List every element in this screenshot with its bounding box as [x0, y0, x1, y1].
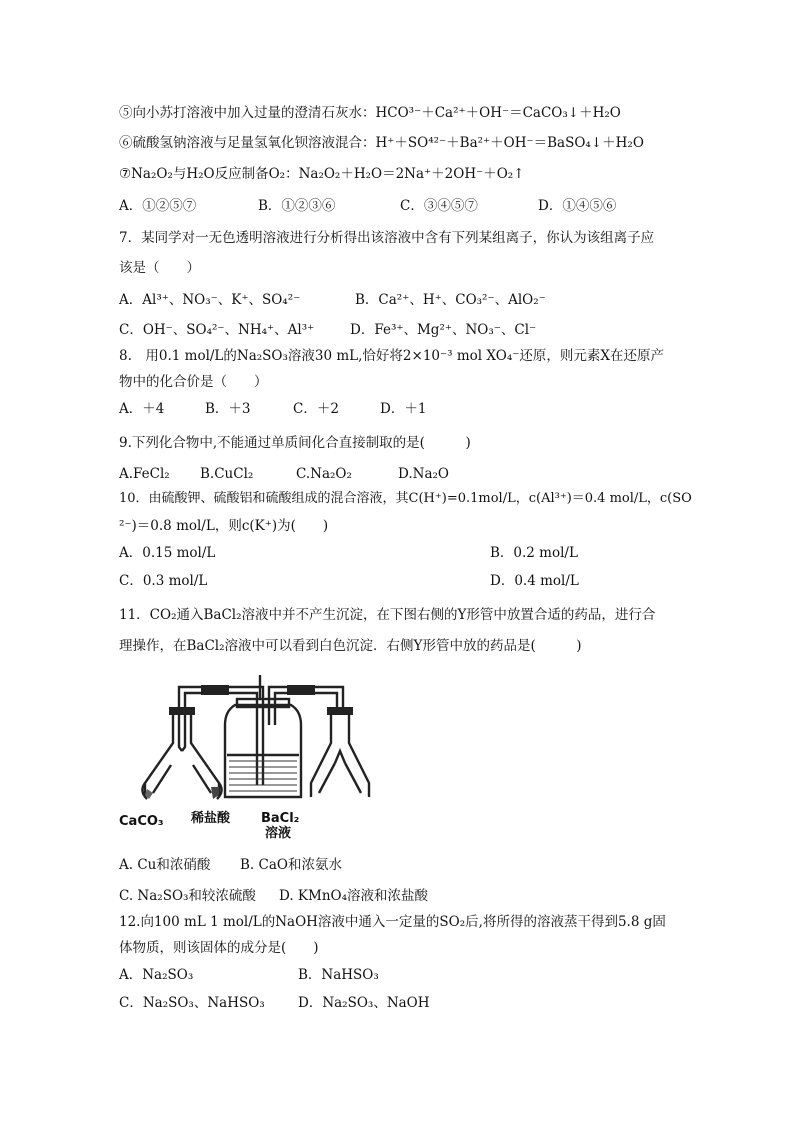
q8-stem-line2: 物中的化合价是（ ） [119, 374, 268, 390]
q10-option-c: C．0.3 mol/L [119, 573, 208, 589]
q7-option-d: D．Fe³⁺、Mg²⁺、NO₃⁻、Cl⁻ [350, 322, 537, 338]
q8-option-b: B．＋3 [205, 401, 251, 417]
q7-option-b: B．Ca²⁺、H⁺、CO₃²⁻、AlO₂⁻ [355, 292, 546, 308]
apparatus-figure [115, 665, 385, 841]
q12-option-c: C．Na₂SO₃、NaHSO₃ [119, 995, 265, 1011]
q11-option-b: B. CaO和浓氨水 [240, 857, 342, 873]
q9-stem: 9.下列化合物中,不能通过单质间化合直接制取的是( ) [119, 435, 471, 451]
q10-stem-line2: ²⁻)＝0.8 mol/L，则c(K⁺)为( ) [119, 518, 329, 534]
q10-option-a: A．0.15 mol/L [119, 545, 216, 561]
q9-option-b: B.CuCl₂ [200, 466, 254, 482]
q10-option-b: B．0.2 mol/L [490, 545, 578, 561]
q7-stem-line2: 该是（ ） [119, 260, 200, 276]
q11-option-a: A. Cu和浓硝酸 [119, 857, 211, 873]
q12-option-d: D．Na₂SO₃、NaOH [298, 995, 430, 1011]
q10-stem-line1: 10．由硫酸钾、硫酸铝和硫酸组成的混合溶液，其C(H⁺)=0.1mol/L，c(Al³⁺)＝0.4 mol/L，c(SO [119, 491, 692, 506]
q-prev-option-a: A．①②⑤⑦ [119, 198, 197, 214]
q11-stem-line2: 理操作，在BaCl₂溶液中可以看到白色沉淀．右侧Y形管中放的药品是( ) [119, 638, 582, 654]
q-prev-item7: ⑦Na₂O₂与H₂O反应制备O₂：Na₂O₂＋H₂O＝2Na⁺＋2OH⁻＋O₂↑ [119, 166, 525, 182]
q11-option-d: D. KMnO₄溶液和浓盐酸 [279, 888, 429, 904]
q7-option-c: C．OH⁻、SO₄²⁻、NH₄⁺、Al³⁺ [119, 322, 315, 338]
q-prev-option-c: C．③④⑤⑦ [400, 198, 478, 214]
acid-label: 稀盐酸 [191, 811, 231, 826]
q-prev-option-d: D．①④⑤⑥ [538, 198, 617, 214]
q11-stem-line1: 11．CO₂通入BaCl₂溶液中并不产生沉淀，在下图右侧的Y形管中放置合适的药品，进行合 [119, 607, 656, 623]
q8-option-d: D．＋1 [380, 401, 427, 417]
q9-option-d: D.Na₂O [398, 466, 449, 482]
bacl2-label: BaCl₂ [261, 811, 300, 826]
caco3-label: CaCO₃ [119, 814, 164, 829]
q12-stem-line2: 体物质，则该固体的成分是( ) [119, 940, 319, 956]
q12-option-a: A．Na₂SO₃ [119, 967, 194, 983]
q7-stem-line1: 7．某同学对一无色透明溶液进行分析得出该溶液中含有下列某组离子，你认为该组离子应 [119, 230, 655, 246]
q-prev-option-b: B．①②③⑥ [258, 198, 336, 214]
q9-option-c: C.Na₂O₂ [296, 466, 352, 482]
q10-option-d: D．0.4 mol/L [490, 573, 579, 589]
q12-option-b: B．NaHSO₃ [298, 967, 379, 983]
q8-stem-line1: 8. 用0.1 mol/L的Na₂SO₃溶液30 mL,恰好将2×10⁻³ mol XO₄⁻还原，则元素X在还原产 [119, 348, 664, 364]
q-prev-item5: ⑤向小苏打溶液中加入过量的澄清石灰水：HCO³⁻＋Ca²⁺＋OH⁻＝CaCO₃↓＋H₂O [119, 105, 621, 121]
solution-label: 溶液 [265, 826, 292, 841]
q12-stem-line1: 12.向100 mL 1 mol/L的NaOH溶液中通入一定量的SO₂后,将所得的溶液蒸干得到5.8 g固 [119, 914, 666, 930]
apparatus-diagram [115, 665, 385, 835]
q11-option-c: C. Na₂SO₃和较浓硫酸 [119, 888, 256, 904]
q8-option-c: C．＋2 [293, 401, 339, 417]
q9-option-a: A.FeCl₂ [119, 466, 170, 482]
q7-option-a: A．Al³⁺、NO₃⁻、K⁺、SO₄²⁻ [119, 292, 301, 308]
q8-option-a: A．＋4 [119, 401, 165, 417]
q-prev-item6: ⑥硫酸氢钠溶液与足量氢氧化钡溶液混合：H⁺＋SO⁴²⁻＋Ba²⁺＋OH⁻＝BaSO₄↓＋H₂O [119, 135, 644, 151]
